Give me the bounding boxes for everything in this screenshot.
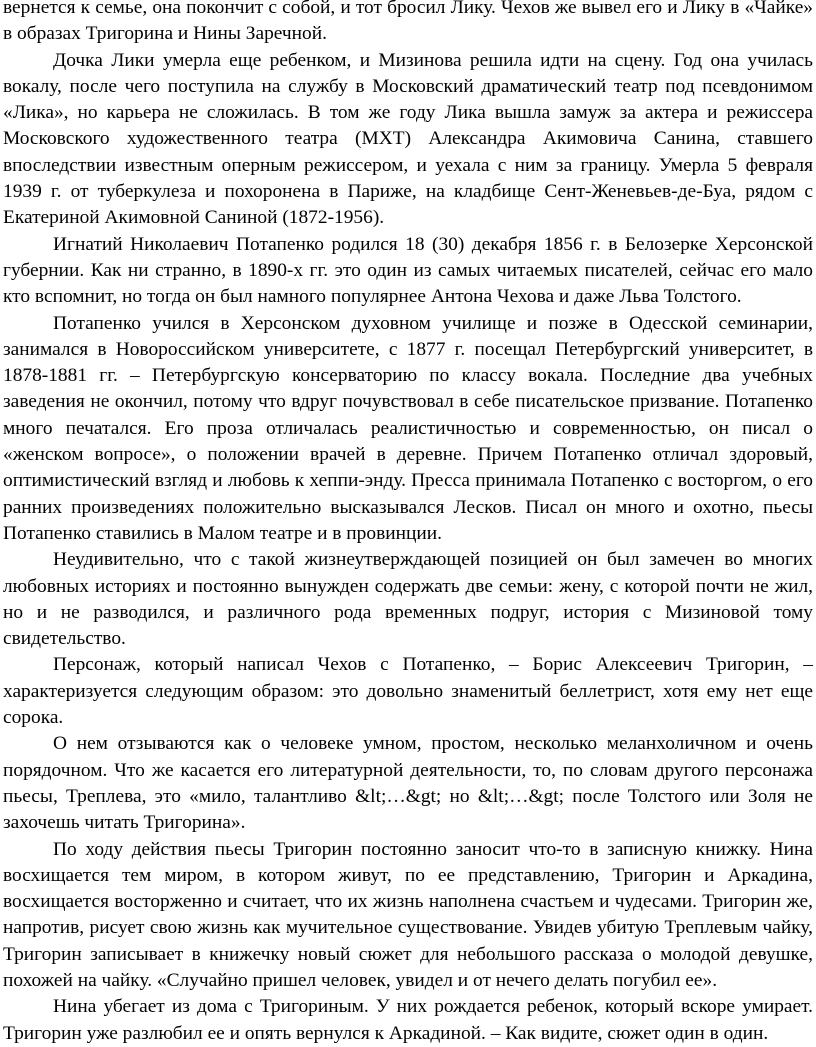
- paragraph-potapenko-education: Потапенко учился в Херсонском духовном училище и позже в Одесской семинарии, занимался в Новороссийском университете, с 1877 г. посещал Петербургский университет, в 1878-1881 гг. – Петербургскую консерваторию по классу вокала. Последние два учебных заведения не окончил, потому что вдруг почувствовал в себе писательское призвание. Потапенко много печатался. Его проза отличалась реалистичностью и современностью, он писал о «женском вопросе», о положении врачей в деревне. Причем Потапенко отличал здоровый, оптимистический взгляд и любовь к хеппи-энду. Пресса принимала Потапенко с восторгом, о его ранних произведениях положительно высказывался Лесков. Писал он много и охотно, пьесы Потапенко ставились в Малом театре и в провинции.: [3, 312, 813, 544]
- paragraph-trigorin-reputation: О нем отзываются как о человеке умном, простом, несколько меланхоличном и очень порядочном. Что же касается его литературной деятельности, то, по словам другого персонажа пьесы, Треплева, это «мило, талантливо &lt;…&gt; но &lt;…&gt; после Толстого или Золя не захочешь читать Тригорина».: [3, 733, 813, 834]
- paragraph-trigorin-notebook: По ходу действия пьесы Тригорин постоянно заносит что-то в записную книжку. Нина восхищается тем миром, в котором живут, по ее представлению, Тригорин и Аркадина, восхищается восторженно и считает, что их жизнь наполнена счастьем и чудесами. Тригорин же, напротив, рисует свою жизнь как мучительное существование. Увидев убитую Треплевым чайку, Тригорин записывает в книжечку новый сюжет для небольшого рассказа о молодой девушке, похожей на чайку. «Случайно пришел человек, увидел и от нечего делать погубил ее».: [3, 838, 813, 991]
- paragraph-continuation: вернется к семье, она покончит с собой, и тот бросил Лику. Чехов же вывел его и Лику в «Чайке» в образах Тригорина и Нины Заречной.: [3, 0, 813, 45]
- paragraph-trigorin-character: Персонаж, который написал Чехов с Потапенко, – Борис Алексеевич Тригорин, – характеризуется следующим образом: это довольно знаменитый беллетрист, хотя ему нет еще сорока.: [3, 654, 813, 729]
- paragraph-lika-daughter: Дочка Лики умерла еще ребенком, и Мизинова решила идти на сцену. Год она училась вокалу, после чего поступила на службу в Московский драматический театр под псевдонимом «Лика», но карьера не сложилась. В том же году Лика вышла замуж за актера и режиссера Московского художественного театра (МХТ) Александра Акимовича Санина, ставшего впоследствии известным оперным режиссером, и уехала с ним за границу. Умерла 5 февраля 1939 г. от туберкулеза и похоронена в Париже, на кладбище Сент-Женевьев-де-Буа, рядом с Екатериной Акимовной Саниной (1872-1956).: [3, 49, 813, 229]
- paragraph-potapenko-birth: Игнатий Николаевич Потапенко родился 18 (30) декабря 1856 г. в Белозерке Херсонской губернии. Как ни странно, в 1890-х гг. это один из самых читаемых писателей, сейчас его мало кто вспомнит, но тогда он был намного популярнее Антона Чехова и даже Льва Толстого.: [3, 233, 813, 308]
- paragraph-nina-escape: Нина убегает из дома с Тригориным. У них рождается ребенок, который вскоре умирает. Тригорин уже разлюбил ее и опять вернулся к Аркадиной. – Как видите, сюжет один в один.: [3, 996, 813, 1044]
- paragraph-potapenko-romances: Неудивительно, что с такой жизнеутверждающей позицией он был замечен во многих любовных историях и постоянно вынужден содержать две семьи: жену, с которой почти не жил, но и не разводился, и различного рода временных подруг, история с Мизиновой тому свидетельство.: [3, 549, 813, 650]
